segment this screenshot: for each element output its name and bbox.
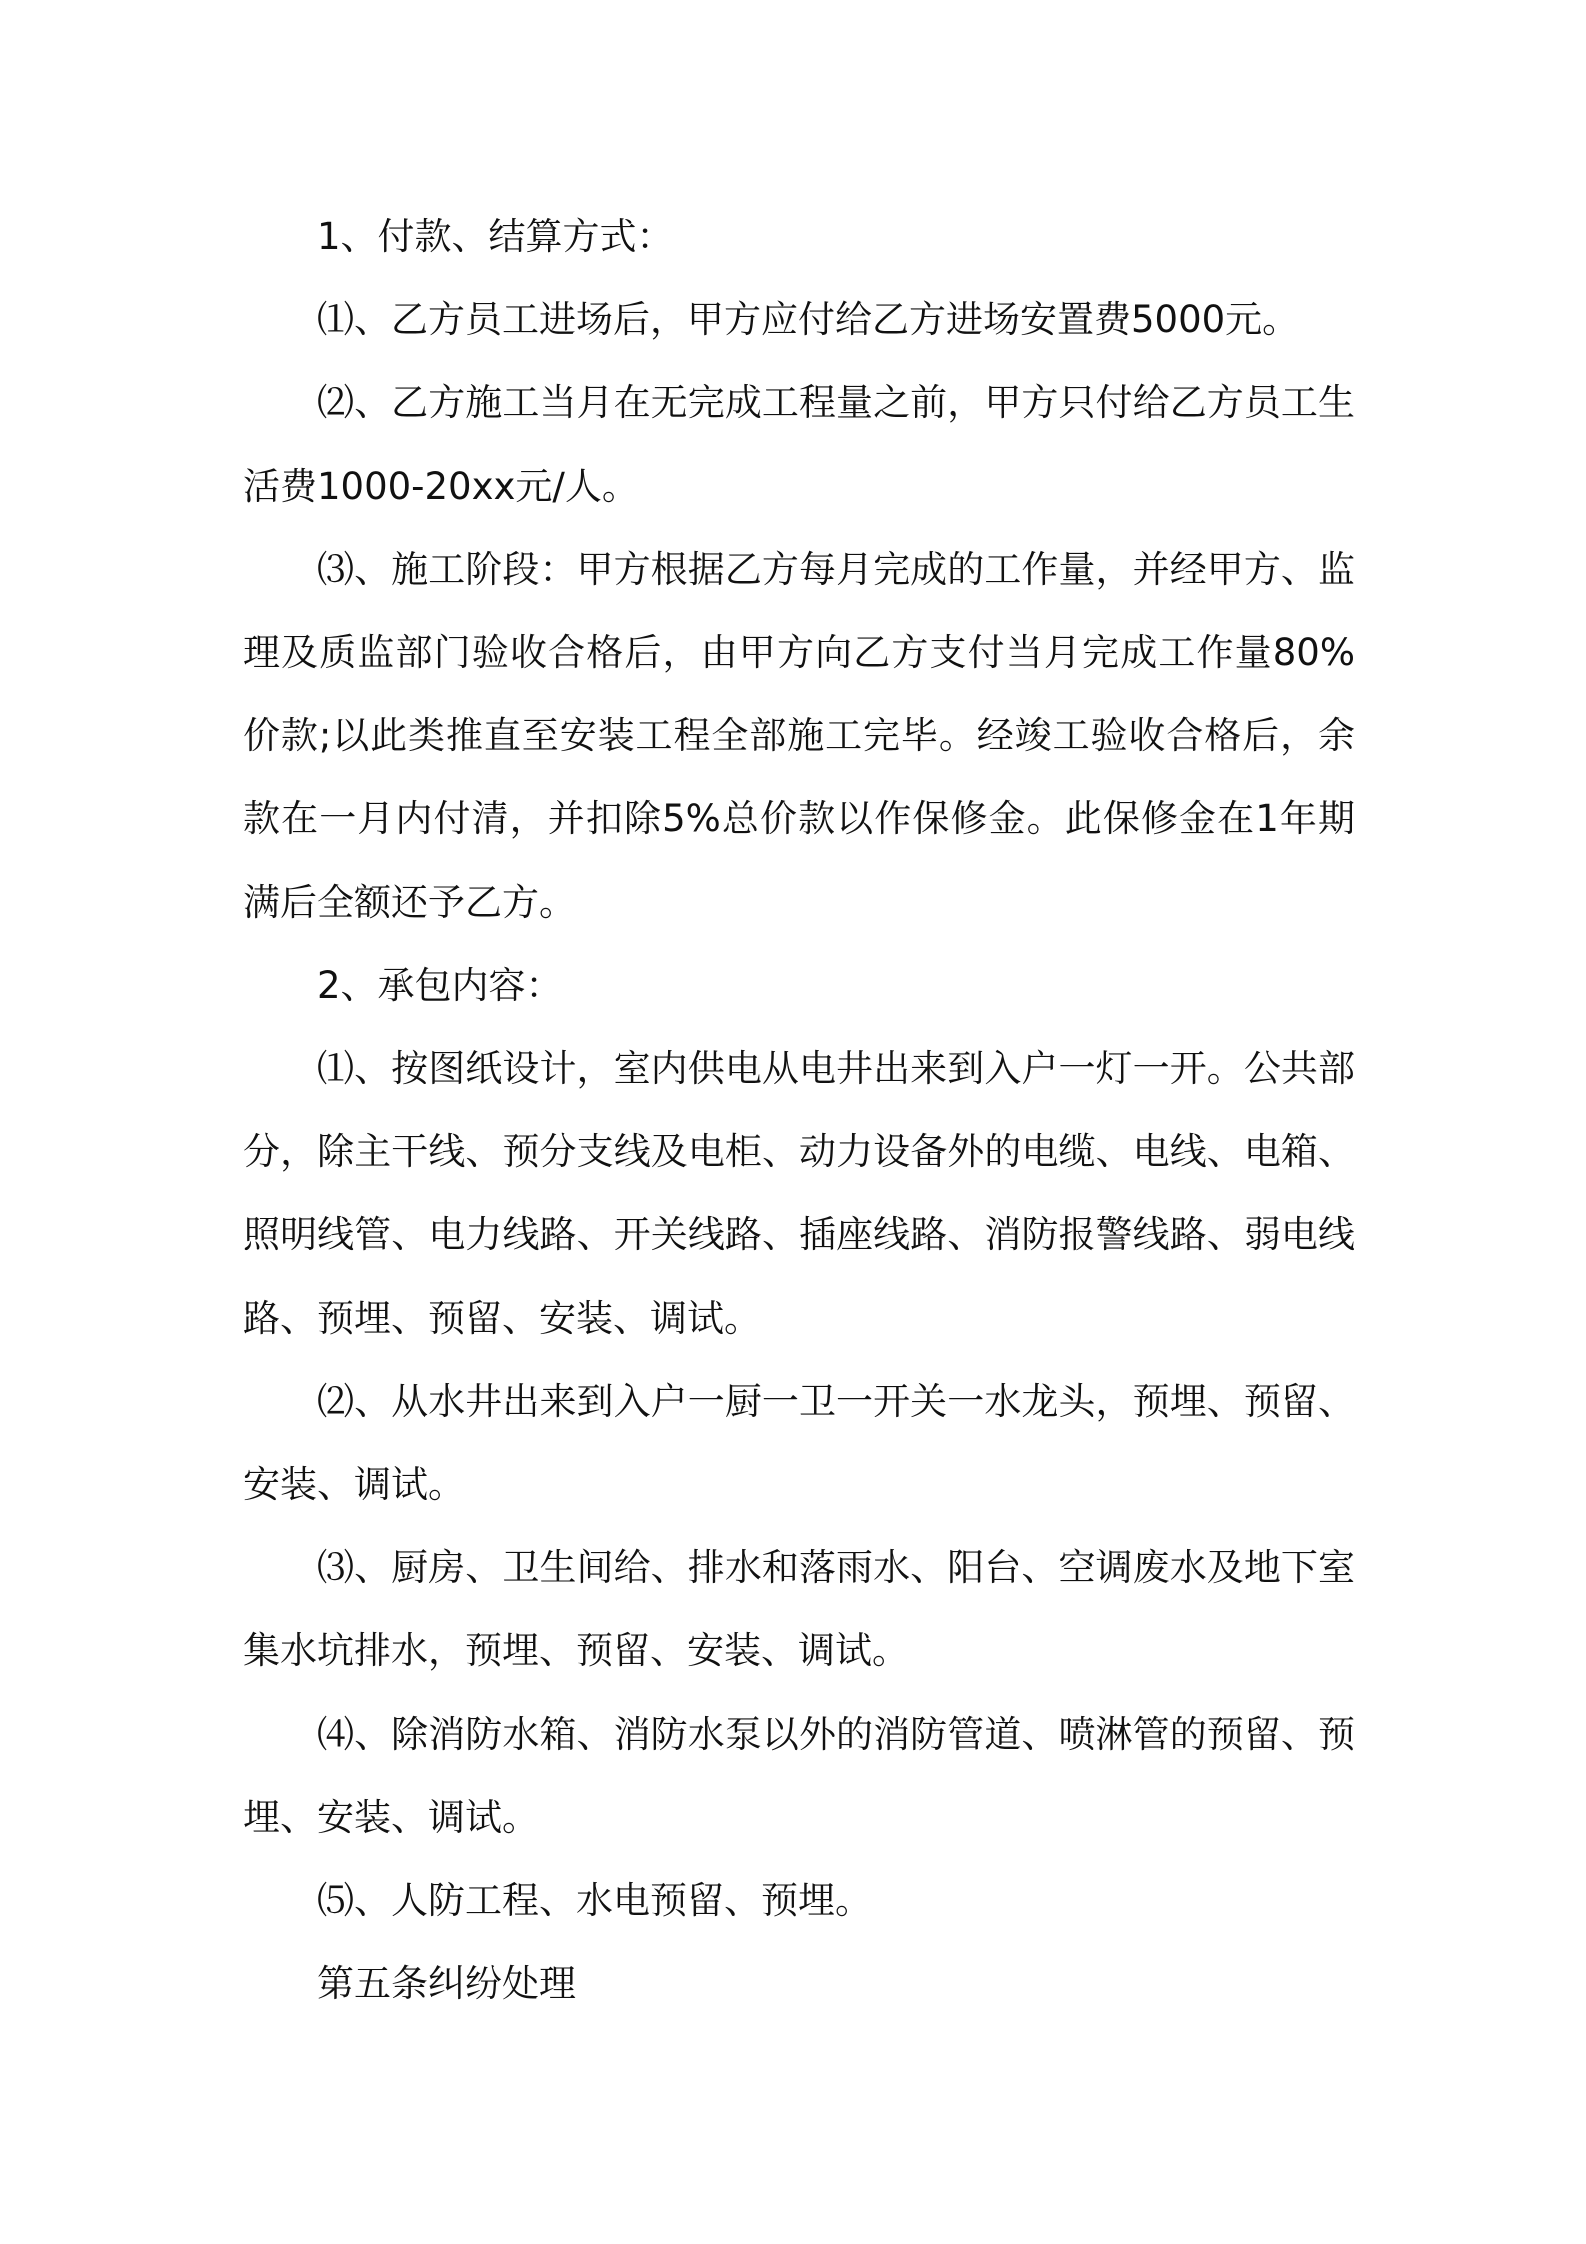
document-body bbox=[243, 195, 1355, 2025]
scope-clause-3: ⑶、厨房、卫生间给、排水和落雨水、阳台、空调废水及地下室集水坑排水，预埋、预留、安装、调试。 bbox=[243, 1546, 1355, 1673]
scope-clause-5: ⑸、人防工程、水电预留、预埋。 bbox=[317, 1879, 872, 1923]
scope-clause-1: ⑴、按图纸设计，室内供电从电井出来到入户一灯一开。公共部分，除主干线、预分支线及电柜、动力设备外的电缆、电线、电箱、照明线管、电力线路、开关线路、插座线路、消防报警线路、弱电线路、预埋、预留、安装、调试。 bbox=[243, 1047, 1355, 1340]
scope-clause-2: ⑵、从水井出来到入户一厨一卫一开关一水龙头，预埋、预留、安装、调试。 bbox=[243, 1379, 1355, 1507]
payment-clause-1: ⑴、乙方员工进场后，甲方应付给乙方进场安置费5000元。 bbox=[317, 298, 1300, 342]
scope-clause-4: ⑷、除消防水箱、消防水泵以外的消防管道、喷淋管的预留、预埋、安装、调试。 bbox=[243, 1712, 1355, 1839]
payment-clause-3: ⑶、施工阶段：甲方根据乙方每月完成的工作量，并经甲方、监理及质监部门验收合格后，由甲方向乙方支付当月完成工作量80%价款;以此类推直至安装工程全部施工完毕。经竣工验收合格后，余款在一月内付清，并扣除5%总价款以作保修金。此保修金在1年期满后全额还予乙方。 bbox=[243, 547, 1355, 924]
section-heading-payment: 1、付款、结算方式： bbox=[317, 215, 674, 258]
section-heading-scope: 2、承包内容： bbox=[317, 963, 563, 1007]
payment-clause-2: ⑵、乙方施工当月在无完成工程量之前，甲方只付给乙方员工生活费1000-20xx元/人。 bbox=[243, 381, 1355, 508]
article-five-heading: 第五条纠纷处理 bbox=[317, 1962, 576, 2006]
